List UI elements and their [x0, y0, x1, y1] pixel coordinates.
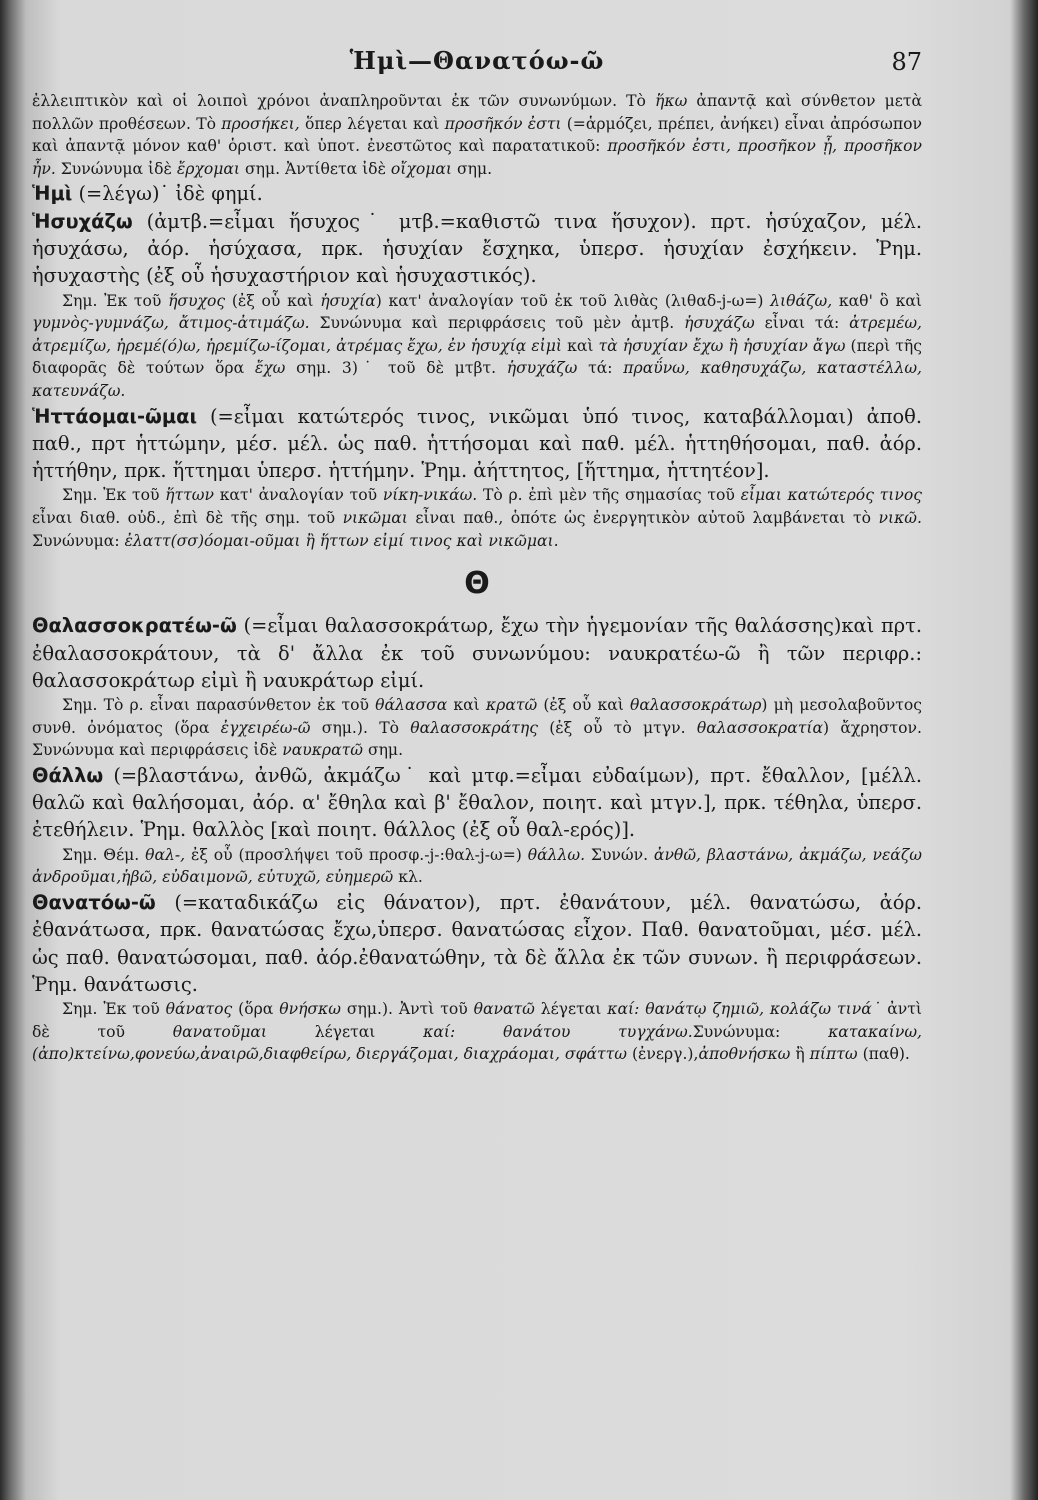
page-number: 87 — [891, 48, 922, 76]
entry-text: (=βλαστάνω, ἀνθῶ, ἀκμάζω˙ καὶ μτφ.=εἶμαι εὐδαίμων), πρτ. ἔθαλλον, [μέλλ. θαλῶ καὶ θαλήσομαι, ἀόρ. α' ἔθηλα καὶ β' ἔθαλον, ποιητ. καὶ μτγν.], πρκ. τέθηλα, ὑπερσ. ἐτεθήλειν. Ῥημ. θαλλὸς [καὶ ποιητ. θάλλος (ἐξ οὗ θαλ-ερός)]. — [32, 763, 922, 842]
entry-text: λέγεται — [266, 1022, 424, 1041]
entry-note — [32, 844, 922, 889]
entry-text: ἀπαντᾷ καὶ σύνθετον μετὰ πολλῶν προθέσεων. Τὸ — [32, 92, 922, 133]
italic-term: ἡσυχάζω — [506, 359, 578, 378]
italic-term: οἴχομαι — [390, 159, 453, 178]
entry-text: ) μὴ μεσολαβοῦντος συνθ. ὀνόματος (ὅρα — [32, 696, 922, 737]
entry-text: καθ' ὃ καὶ — [832, 291, 923, 310]
dictionary-entry — [32, 208, 922, 290]
entry-text: ὅπερ λέγεται καὶ — [299, 114, 445, 133]
entry-headword: Θάλλω — [32, 763, 104, 787]
italic-term: ἥκω — [655, 92, 688, 110]
italic-term: θαλασσοκράτωρ — [629, 696, 762, 715]
entry-text: εἶναι παθ., ὁπότε ὡς ἐνεργητικὸν αὐτοῦ λαμβάνεται τὸ — [407, 509, 879, 528]
italic-term: πραΰνω, καθησυχάζω, καταστέλλω, κατευνάζω. — [32, 359, 923, 400]
italic-term: νικῶμαι — [342, 509, 408, 528]
entry-text: σημ. — [452, 159, 493, 178]
italic-term: θαλασσοκράτης — [410, 718, 538, 737]
italic-term: ἐλαττ(σσ)όομαι-οῦμαι ἢ ἥττων εἰμί τινος καὶ νικῶμαι. — [124, 531, 559, 550]
entry-text: Συνώνυμα καὶ περιφράσεις τοῦ μὲν ἀμτβ. — [309, 314, 685, 333]
entry-text: εἶναι τά: — [754, 314, 850, 333]
italic-term: τὰ ἡσυχίαν ἔχω ἢ ἡσυχίαν ἄγω — [598, 336, 846, 355]
italic-term: θνήσκω — [279, 1000, 341, 1019]
italic-term: ἡσυχάζω — [684, 314, 755, 333]
entry-headword: Θανατόω-ῶ — [32, 890, 156, 914]
italic-term: νικῶ. — [878, 509, 922, 528]
italic-term: ἔχω — [254, 359, 286, 378]
entry-text: κατ' ἀναλογίαν τοῦ — [213, 486, 383, 505]
entry-text: (=εἶμαι κατώτερός τινος, νικῶμαι ὑπό τινος, καταβάλλομαι) ἀποθ. παθ., πρτ ἡττώμην, μέσ. μέλ. ὡς παθ. ἡττήσομαι καὶ παθ. μέλ. ἡττηθήσομαι, παθ. ἀόρ. ἡττήθην, πρκ. ἥττημαι ὑπερσ. ἡττήμην. Ῥημ. ἀήττητος, [ἥττημα, ἡττητέον]. — [32, 404, 922, 483]
italic-term: προσῆκόν ἐστι, προσῆκον ᾖ, προσῆκον ἦν. — [32, 137, 922, 178]
italic-term: προσήκει, — [221, 114, 300, 133]
italic-term: ἥττων — [165, 486, 214, 505]
italic-term: θάλασσα — [375, 696, 448, 715]
entry-text: (περὶ τῆς διαφορᾶς δὲ τούτων ὅρα — [32, 336, 922, 378]
entry-text: εἶναι διαθ. οὐδ., ἐπὶ δὲ τῆς σημ. τοῦ — [32, 509, 343, 528]
italic-term: θανατῶ — [473, 1000, 535, 1019]
italic-term: ἀνθῶ, βλαστάνω, ἀκμάζω, νεάζω ἀνδροῦμαι,ἡβῶ, εὐδαιμονῶ, εὐτυχῶ, εὐημερῶ — [32, 845, 923, 887]
italic-term: ἡσυχία — [320, 291, 376, 310]
entry-text: (ὅρα — [232, 1000, 280, 1019]
entry-text: σημ. 3)˙ τοῦ δὲ μτβτ. — [285, 359, 507, 378]
section-letter-heading: Θ — [464, 566, 490, 602]
italic-term: ἔρχομαι — [176, 159, 241, 178]
entry-text: Σημ. Ἐκ τοῦ — [62, 486, 166, 505]
entry-text: καὶ — [562, 336, 599, 355]
italic-term: θάνατος — [165, 1000, 233, 1019]
entry-text: (ἐξ οὗ τὸ μτγν. — [537, 718, 697, 737]
entry-text: ἀντὶ δὲ τοῦ — [32, 1000, 922, 1041]
entry-text: σημ. — [362, 741, 404, 760]
entry-text: (=λέγω)˙ ἰδὲ φημί. — [72, 182, 263, 206]
dictionary-page — [32, 46, 922, 1066]
page-body — [32, 90, 922, 1066]
entry-text: ἢ — [790, 1045, 810, 1064]
entry-headword: Ἡττάομαι-ῶμαι — [32, 404, 198, 428]
entry-text: ἐξ οὗ (προσλήψει τοῦ προσφ.-j-:θαλ-j-ω=) — [185, 845, 528, 864]
entry-text: (ἐξ οὗ καὶ — [225, 291, 321, 310]
entry-text: (=εἶμαι θαλασσοκράτωρ, ἔχω τὴν ἡγεμονίαν τῆς θαλάσσης)καὶ πρτ. ἐθαλασσοκράτουν, τὰ δ' ἄλλα ἐκ τοῦ συνωνύμου: ναυκρατέω-ῶ ἢ τῶν περιφρ.: θαλασσοκράτωρ εἰμὶ ἢ ναυκράτωρ εἰμί. — [32, 614, 922, 692]
entry-note — [32, 998, 922, 1066]
italic-term: καί: θανάτου τυγχάνω. — [423, 1022, 693, 1041]
dictionary-entry — [32, 889, 922, 998]
dictionary-entry — [32, 762, 922, 844]
entry-text: Σημ. Ἐκ τοῦ — [62, 1000, 166, 1019]
entry-text: σημ.). Ἀντὶ τοῦ — [341, 1000, 474, 1019]
entry-text: (ἐνεργ.), — [626, 1045, 699, 1064]
entry-text: (=καταδικάζω εἰς θάνατον), πρτ. ἐθανάτουν, μέλ. θανατώσω, ἀόρ. ἐθανάτωσα, πρκ. θανατώσας ἔχω,ὑπερσ. θανατώσας εἶχον. Παθ. θανατοῦμαι, μέσ. μέλ. ὡς παθ. θανατώσομαι, παθ. ἀόρ.ἐθανατώθην, τὰ δὲ ἄλλα ἐκ τῶν συνων. ἢ περιφράσεων. Ῥημ. θανάτωσις. — [32, 890, 922, 996]
entry-text: σημ.). Τὸ — [310, 718, 411, 737]
entry-note — [32, 694, 922, 762]
entry-headword: Ἡμὶ — [32, 182, 73, 206]
entry-note — [32, 90, 922, 180]
entry-text: ) ἄχρηστον. Συνώνυμα καὶ περιφράσεις ἰδὲ — [32, 718, 922, 760]
entry-text: Συνώνυμα: — [32, 531, 125, 550]
entry-note — [32, 484, 922, 552]
italic-term: ἥσυχος — [168, 291, 226, 310]
italic-term: προσῆκόν ἐστι — [444, 114, 562, 133]
dictionary-entry — [32, 612, 922, 694]
entry-text: (παθ). — [857, 1045, 910, 1064]
entry-text: ) κατ' ἀναλογίαν τοῦ ἐκ τοῦ λιθὰς (λιθαδ-j-ω=) — [375, 291, 771, 310]
italic-term: κατακαίνω,(ἀπο)κτείνω,φονεύω,ἀναιρῶ,διαφθείρω, διεργάζομαι, διαχράομαι, σφάττω — [32, 1022, 922, 1064]
italic-term: εἶμαι κατώτερός τινος — [740, 486, 922, 505]
italic-term: ἀτρεμέω, ἀτρεμίζω, ἠρεμέ(ό)ω, ἠρεμίζω-ίζομαι, ἀτρέμας ἔχω, ἐν ἡσυχίᾳ εἰμὶ — [32, 314, 923, 355]
entry-text: Σημ. Τὸ ρ. εἶναι παρασύνθετον ἐκ τοῦ — [62, 696, 376, 715]
italic-term: θάλλω. — [527, 845, 586, 864]
entry-text: λέγεται — [534, 1000, 608, 1019]
italic-term: θανατοῦμαι — [172, 1022, 267, 1041]
entry-text: σημ. Ἀντίθετα ἰδὲ — [240, 159, 391, 178]
page-header — [32, 46, 922, 90]
entry-text: Σημ. Ἐκ τοῦ — [62, 291, 169, 310]
italic-term: γυμνὸς-γυμνάζω, ἄτιμος-ἀτιμάζω. — [32, 314, 310, 333]
italic-term: νίκη-νικάω. — [382, 486, 478, 505]
entry-text: Σημ. Θέμ. — [62, 845, 146, 864]
entry-text: (ἐξ οὗ καὶ — [537, 696, 630, 715]
entry-text: ἐλλειπτικὸν καὶ οἱ λοιποὶ χρόνοι ἀναπληροῦνται ἐκ τῶν συνωνύμων. Τὸ — [32, 92, 656, 110]
italic-term: ναυκρατῶ — [282, 741, 363, 760]
entry-text: τά: — [577, 359, 624, 378]
italic-term: ἀποθνήσκω — [698, 1045, 791, 1064]
entry-text: Τὸ ρ. ἐπὶ μὲν τῆς σημασίας τοῦ — [477, 486, 741, 505]
entry-text: Συνών. — [585, 845, 654, 864]
italic-term: λιθάζω, — [770, 291, 833, 310]
entry-text: καὶ — [447, 696, 486, 715]
italic-term: θαλασσοκρατία — [696, 718, 824, 737]
entry-note — [32, 290, 922, 403]
entry-text: κλ. — [393, 868, 423, 887]
dictionary-entry — [32, 403, 922, 485]
italic-term: κρατῶ — [485, 696, 538, 715]
dictionary-entry — [32, 180, 922, 207]
entry-text: (=ἁρμόζει, πρέπει, ἀνήκει) εἶναι ἀπρόσωπον καὶ ἀπαντᾷ μόνον καθ' ὁριστ. καὶ ὑποτ. ἐνεστῶτος καὶ παρατατικοῦ: — [32, 114, 922, 156]
italic-term: θαλ-, — [145, 845, 186, 864]
running-title: Ἡμὶ—Θανατόω-ῶ — [349, 46, 605, 75]
italic-term: ἐγχειρέω-ῶ — [220, 718, 311, 737]
italic-term: πίπτω — [809, 1045, 858, 1064]
italic-term: καί: θανάτῳ ζημιῶ, κολάζω τινά˙ — [607, 1000, 882, 1019]
entry-text: Συνώνυμα ἰδὲ — [55, 159, 177, 178]
entry-headword: Θαλασσοκρατέω-ῶ — [32, 614, 237, 638]
entry-text: (ἀμτβ.=εἶμαι ἥσυχος˙ μτβ.=καθιστῶ τινα ἥσυχον). πρτ. ἡσύχαζον, μέλ. ἡσυχάσω, ἀόρ. ἡσύχασα, πρκ. ἡσυχίαν ἔσχηκα, ὑπερσ. ἡσυχίαν ἐσχήκειν. Ῥημ. ἡσυχαστὴς (ἐξ οὗ ἡσυχαστήριον καὶ ἡσυχαστικός). — [32, 209, 922, 288]
entry-headword: Ἡσυχάζω — [32, 209, 133, 233]
entry-text: Συνώνυμα: — [692, 1022, 829, 1041]
